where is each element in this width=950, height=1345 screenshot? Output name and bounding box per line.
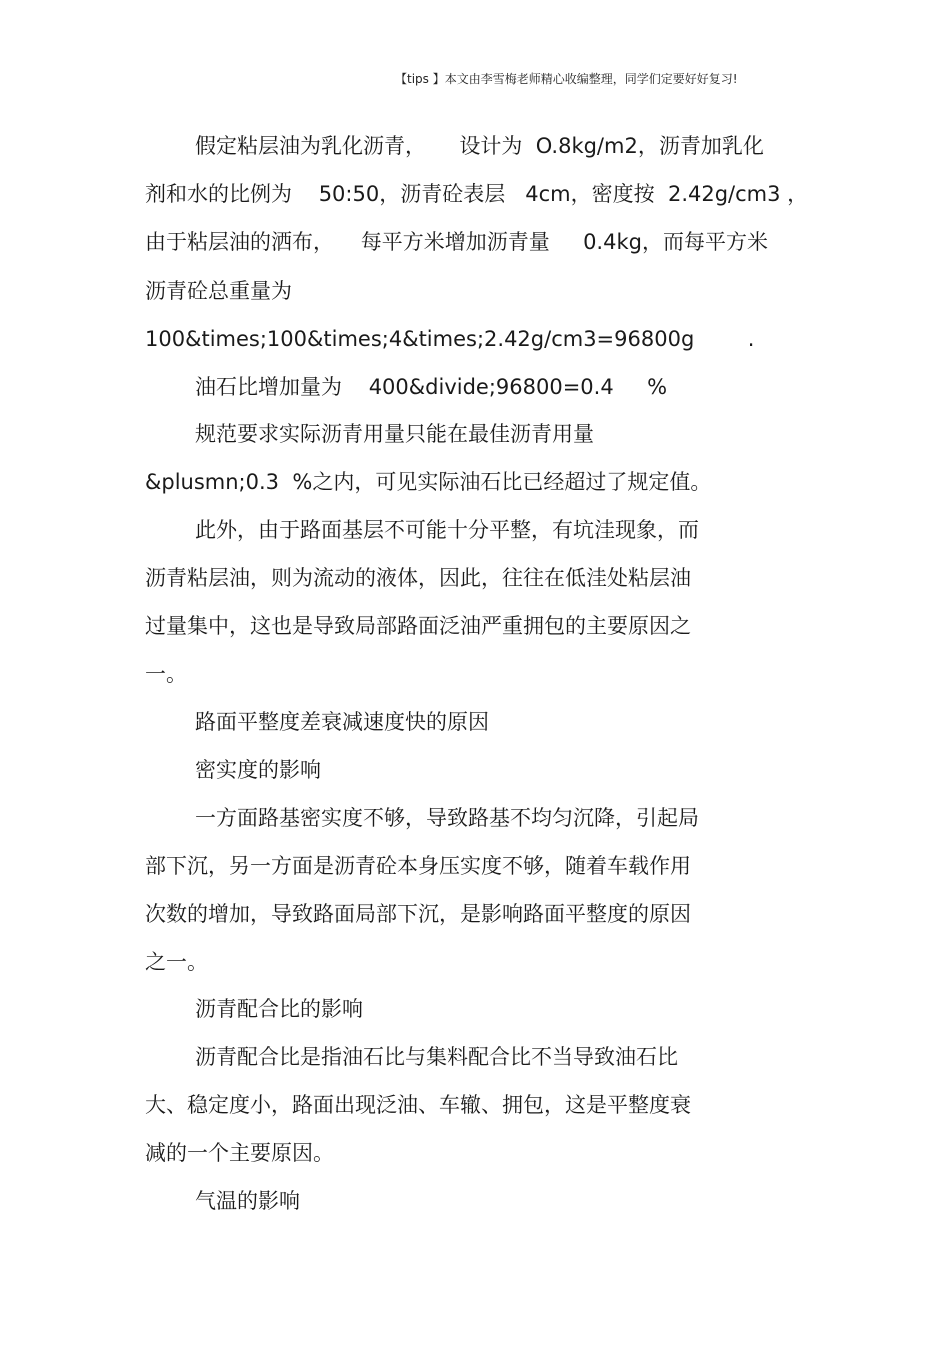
subsection-heading: 气温的影响 [195, 1189, 300, 1213]
paragraph-line: 过量集中，这也是导致局部路面泛油严重拥包的主要原因之 [145, 614, 691, 638]
paragraph-line: 剂和水的比例为 50:50，沥青砼表层 4cm，密度按 2.42g/cm3 ， [145, 182, 809, 206]
paragraph-line: 部下沉，另一方面是沥青砼本身压实度不够，随着车载作用 [145, 854, 691, 878]
paragraph-line: 次数的增加，导致路面局部下沉，是影响路面平整度的原因 [145, 902, 691, 926]
paragraph-line: 由于粘层油的洒布， 每平方米增加沥青量 0.4kg，而每平方米 [145, 230, 768, 254]
paragraph-line: 100&times;100&times;4&times;2.42g/cm3=96800g . [145, 327, 755, 351]
subsection-heading: 沥青配合比的影响 [195, 997, 363, 1021]
header-tip: 【tips 】本文由李雪梅老师精心收编整理，同学们定要好好复习! [395, 72, 738, 86]
paragraph-line: 减的一个主要原因。 [145, 1141, 334, 1165]
paragraph-line: 油石比增加量为 400&divide;96800=0.4 % [195, 375, 668, 399]
paragraph-line: &plusmn;0.3 %之内，可见实际油石比已经超过了规定值。 [145, 470, 712, 494]
paragraph-line: 沥青砼总重量为 [145, 279, 292, 303]
paragraph-line: 沥青配合比是指油石比与集料配合比不当导致油石比 [195, 1045, 678, 1069]
paragraph-line: 一。 [145, 662, 187, 686]
paragraph-line: 沥青粘层油，则为流动的液体，因此，往往在低洼处粘层油 [145, 566, 691, 590]
paragraph-line: 一方面路基密实度不够，导致路基不均匀沉降，引起局 [195, 806, 699, 830]
paragraph-line: 此外，由于路面基层不可能十分平整，有坑洼现象，而 [195, 518, 699, 542]
paragraph-line: 大、稳定度小，路面出现泛油、车辙、拥包，这是平整度衰 [145, 1093, 691, 1117]
paragraph-line: 规范要求实际沥青用量只能在最佳沥青用量 [195, 422, 594, 446]
section-heading: 路面平整度差衰减速度快的原因 [195, 710, 489, 734]
subsection-heading: 密实度的影响 [195, 758, 321, 782]
paragraph-line: 之一。 [145, 950, 208, 974]
paragraph-line: 假定粘层油为乳化沥青， 设计为 O.8kg/m2，沥青加乳化 [195, 134, 764, 158]
